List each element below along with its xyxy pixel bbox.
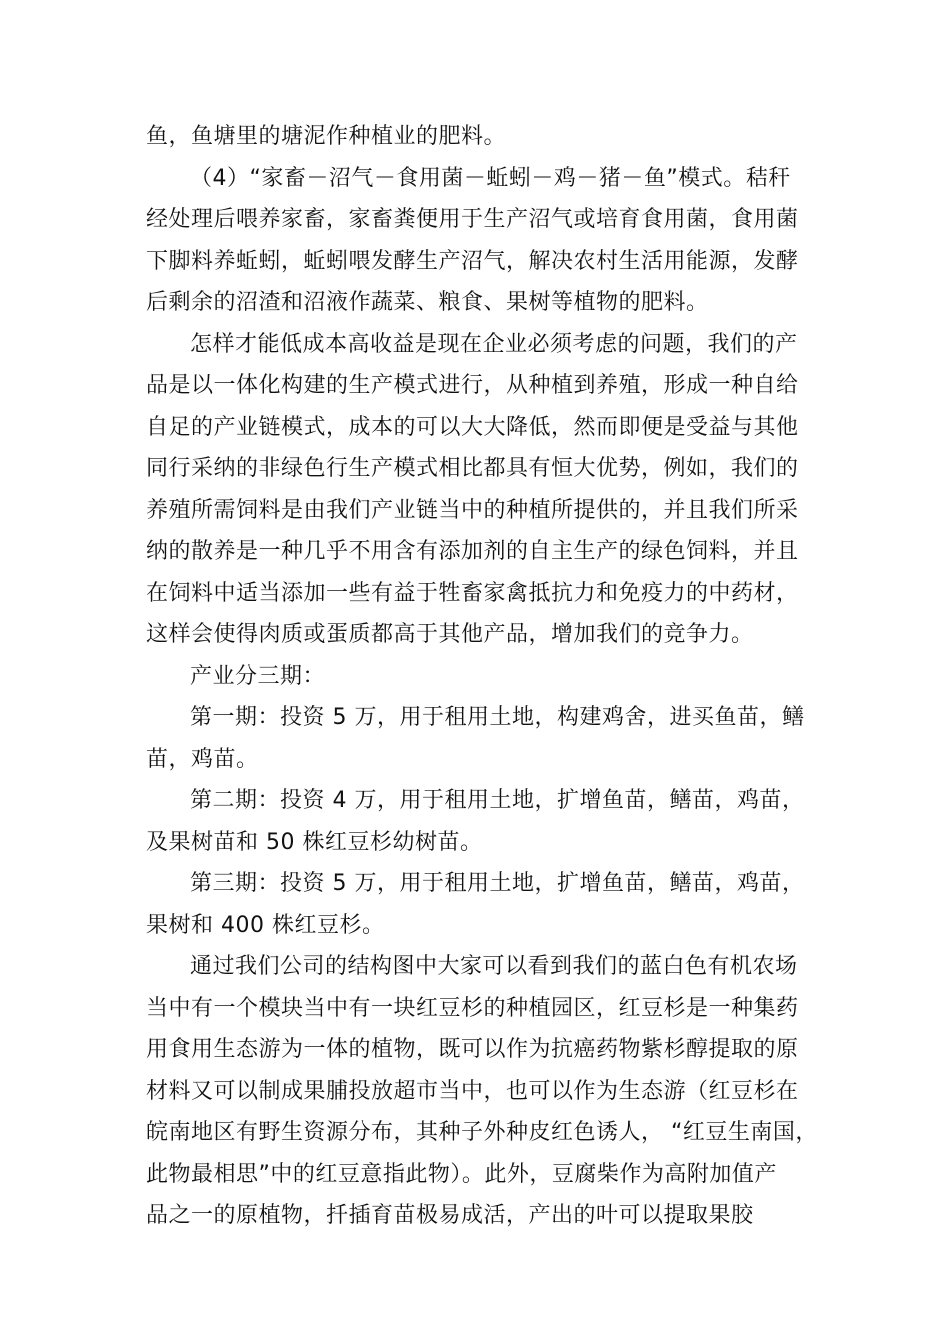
text-line: 通过我们公司的结构图中大家可以看到我们的蓝白色有机农场 — [190, 954, 798, 979]
text-line: 品之一的原植物，扦插育苗极易成活，产出的叶可以提取果胶 — [146, 1203, 754, 1228]
document-body — [146, 116, 816, 1237]
text-line: 此物最相思”中的红豆意指此物）。此外，豆腐柴作为高附加值产 — [146, 1161, 777, 1187]
text-line: 苗，鸡苗。 — [146, 746, 259, 772]
text-line: 鱼，鱼塘里的塘泥作种植业的肥料。 — [146, 124, 507, 149]
text-line: 第一期：投资 5 万，用于租用土地，构建鸡舍，进买鱼苗，鳝 — [190, 705, 805, 730]
text-line: 在饲料中适当添加一些有益于牲畜家禽抵抗力和免疫力的中药材， — [146, 580, 799, 606]
text-line: 怎样才能低成本高收益是现在企业必须考虑的问题，我们的产 — [190, 331, 798, 357]
text-line: 材料又可以制成果脯投放超市当中，也可以作为生态游（红豆杉在 — [146, 1078, 799, 1104]
text-line: 品是以一体化构建的生产模式进行，从种植到养殖，形成一种自给 — [146, 373, 799, 398]
text-line: 皖南地区有野生资源分布，其种子外种皮红色诱人， “红豆生南国， — [146, 1120, 818, 1145]
text-line: 产业分三期： — [190, 663, 326, 689]
text-line: 同行采纳的非绿色行生产模式相比都具有恒大优势，例如，我们的 — [146, 456, 799, 481]
text-line: 养殖所需饲料是由我们产业链当中的种植所提供的，并且我们所采 — [146, 497, 799, 523]
text-line: 及果树苗和 50 株红豆杉幼树苗。 — [146, 829, 483, 855]
text-line: 经处理后喂养家畜，家畜粪便用于生产沼气或培育食用菌，食用菌 — [146, 207, 799, 232]
text-line: 用食用生态游为一体的植物，既可以作为抗癌药物紫杉醇提取的原 — [146, 1037, 799, 1062]
text-line: （4）“家畜－沼气－食用菌－蚯蚓－鸡－猪－鱼”模式。秸秆 — [190, 165, 791, 191]
text-line: 自足的产业链模式，成本的可以大大降低，然而即便是受益与其他 — [146, 414, 799, 440]
text-line: 下脚料养蚯蚓，蚯蚓喂发酵生产沼气，解决农村生活用能源，发酵 — [146, 248, 799, 274]
text-line: 这样会使得肉质或蛋质都高于其他产品，增加我们的竞争力。 — [146, 622, 754, 647]
text-line: 第二期：投资 4 万，用于租用土地，扩增鱼苗，鳝苗，鸡苗， — [190, 788, 805, 813]
text-line: 当中有一个模块当中有一块红豆杉的种植园区，红豆杉是一种集药 — [146, 995, 799, 1021]
text-line: 第三期：投资 5 万，用于租用土地，扩增鱼苗，鳝苗，鸡苗， — [190, 871, 805, 896]
text-line: 果树和 400 株红豆杉。 — [146, 912, 385, 938]
text-line: 纳的散养是一种几乎不用含有添加剂的自主生产的绿色饲料，并且 — [146, 539, 799, 564]
text-line: 后剩余的沼渣和沼液作蔬菜、粮食、果树等植物的肥料。 — [146, 290, 709, 315]
